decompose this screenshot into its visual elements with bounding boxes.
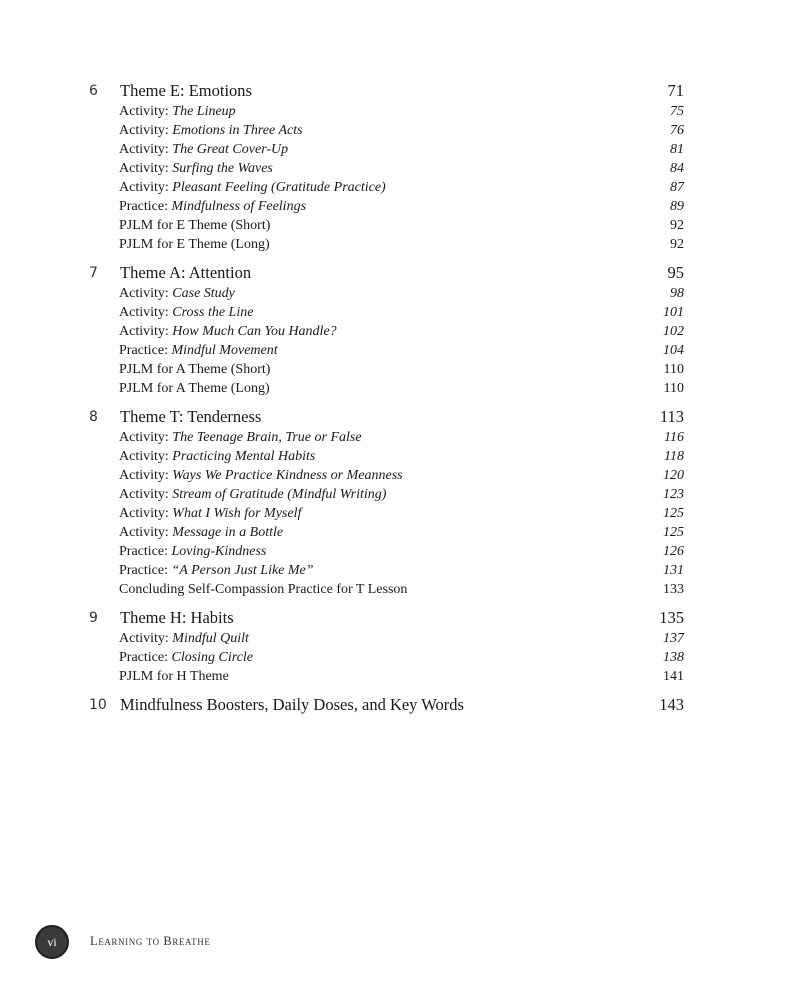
toc-entry[interactable]	[0, 216, 800, 235]
entry-label	[119, 468, 403, 484]
entry-label	[119, 525, 283, 541]
chapter-heading[interactable]	[0, 406, 800, 428]
entry-kind: PJLM for E Theme (Short)	[119, 218, 271, 233]
toc-chapter	[0, 694, 800, 716]
entry-page-number: 120	[663, 468, 684, 483]
chapter-heading[interactable]	[0, 80, 800, 102]
toc-entry[interactable]	[0, 303, 800, 322]
chapter-number: 10	[89, 697, 107, 713]
entry-label	[119, 324, 337, 340]
entry-kind: Activity:	[119, 123, 169, 138]
entry-label	[119, 650, 253, 666]
entry-page-number: 116	[664, 430, 684, 445]
table-of-contents	[0, 80, 800, 724]
chapter-title: Theme A: Attention	[120, 263, 252, 282]
toc-entry[interactable]	[0, 322, 800, 341]
entry-label	[119, 449, 315, 465]
toc-entry[interactable]	[0, 580, 800, 599]
entry-kind: Practice:	[119, 343, 168, 358]
entry-label	[119, 161, 273, 177]
entry-label	[119, 142, 288, 158]
entry-label	[119, 286, 235, 302]
entry-title: Mindful Quilt	[172, 631, 249, 646]
toc-entry[interactable]	[0, 235, 800, 254]
entry-label	[119, 669, 229, 685]
entry-title: How Much Can You Handle?	[172, 324, 337, 339]
entry-title: Surfing the Waves	[172, 161, 273, 176]
entry-kind: Practice:	[119, 544, 168, 559]
entry-page-number: 125	[663, 506, 684, 521]
entry-page-number: 76	[670, 123, 684, 138]
toc-entry[interactable]	[0, 523, 800, 542]
chapter-page-number: 71	[667, 81, 684, 100]
entry-kind: Activity:	[119, 468, 169, 483]
entry-kind: Practice:	[119, 199, 168, 214]
entry-page-number: 81	[670, 142, 684, 157]
entry-title: Closing Circle	[171, 650, 254, 665]
entry-page-number: 84	[670, 161, 684, 176]
chapter-number: 8	[89, 409, 98, 425]
toc-chapter	[0, 607, 800, 686]
entry-label	[119, 582, 407, 598]
toc-entry[interactable]	[0, 485, 800, 504]
entry-title: Cross the Line	[172, 305, 254, 320]
entry-page-number: 98	[670, 286, 684, 301]
entry-title: Mindfulness of Feelings	[171, 199, 307, 214]
entry-page-number: 126	[663, 544, 684, 559]
toc-entry[interactable]	[0, 629, 800, 648]
entry-kind: Activity:	[119, 430, 169, 445]
entry-label	[119, 381, 270, 397]
entry-label	[119, 430, 362, 446]
entry-kind: PJLM for H Theme	[119, 669, 229, 684]
entry-page-number: 75	[670, 104, 684, 119]
entry-label	[119, 362, 270, 378]
entry-page-number: 133	[663, 582, 684, 597]
chapter-title: Theme H: Habits	[120, 608, 234, 627]
toc-entry[interactable]	[0, 140, 800, 159]
toc-entry[interactable]	[0, 379, 800, 398]
entry-kind: Activity:	[119, 180, 169, 195]
entry-kind: Activity:	[119, 525, 169, 540]
entry-label	[119, 199, 306, 215]
entry-title: Stream of Gratitude (Mindful Writing)	[172, 487, 387, 502]
entry-page-number: 141	[663, 669, 684, 684]
chapter-number: 7	[89, 265, 98, 281]
running-title: Learning to Breathe	[90, 934, 211, 948]
entry-title: Practicing Mental Habits	[172, 449, 316, 464]
toc-entry[interactable]	[0, 284, 800, 303]
entry-title: The Lineup	[172, 104, 236, 119]
entry-label	[119, 544, 266, 560]
entry-page-number: 92	[670, 218, 684, 233]
entry-label	[119, 123, 303, 139]
entry-title: Mindful Movement	[171, 343, 278, 358]
entry-label	[119, 104, 236, 120]
entry-title: Emotions in Three Acts	[172, 123, 303, 138]
entry-kind: Activity:	[119, 286, 169, 301]
entry-title: What I Wish for Myself	[172, 506, 302, 521]
toc-entry[interactable]	[0, 159, 800, 178]
entry-label	[119, 180, 386, 196]
toc-chapter	[0, 262, 800, 398]
toc-entry[interactable]	[0, 466, 800, 485]
entry-kind: Activity:	[119, 324, 169, 339]
entry-label	[119, 218, 270, 234]
entry-kind: Activity:	[119, 449, 169, 464]
toc-entry[interactable]	[0, 504, 800, 523]
chapter-title: Mindfulness Boosters, Daily Doses, and Key Words	[120, 695, 464, 714]
entry-page-number: 87	[670, 180, 684, 195]
entry-label	[119, 237, 270, 253]
toc-entry[interactable]	[0, 667, 800, 686]
entry-kind: Activity:	[119, 305, 169, 320]
entry-title: Loving-Kindness	[171, 544, 267, 559]
toc-entry[interactable]	[0, 197, 800, 216]
entry-page-number: 125	[663, 525, 684, 540]
entry-kind: Practice:	[119, 650, 168, 665]
entry-kind: Activity:	[119, 161, 169, 176]
entry-title: The Teenage Brain, True or False	[172, 430, 362, 445]
entry-kind: Activity:	[119, 631, 169, 646]
entry-page-number: 138	[663, 650, 684, 665]
toc-entry[interactable]	[0, 121, 800, 140]
entry-page-number: 137	[663, 631, 684, 646]
entry-label	[119, 343, 278, 359]
chapter-page-number: 135	[659, 608, 684, 627]
entry-title: “A Person Just Like Me”	[171, 563, 314, 578]
chapter-page-number: 113	[659, 407, 684, 426]
chapter-title: Theme E: Emotions	[120, 81, 252, 100]
toc-chapter	[0, 406, 800, 599]
page-number-badge: vi	[35, 925, 69, 959]
toc-entry[interactable]	[0, 428, 800, 447]
chapter-title: Theme T: Tenderness	[120, 407, 262, 426]
entry-page-number: 101	[663, 305, 684, 320]
entry-page-number: 89	[670, 199, 684, 214]
entry-title: Case Study	[172, 286, 235, 301]
entry-kind: Activity:	[119, 104, 169, 119]
entry-label	[119, 487, 386, 503]
entry-label	[119, 563, 314, 579]
entry-kind: Activity:	[119, 142, 169, 157]
entry-kind: Activity:	[119, 487, 169, 502]
toc-entry[interactable]	[0, 447, 800, 466]
toc-entry[interactable]	[0, 561, 800, 580]
chapter-page-number: 143	[659, 695, 684, 714]
entry-kind: PJLM for A Theme (Long)	[119, 381, 270, 396]
chapter-heading[interactable]	[0, 607, 800, 629]
chapter-heading[interactable]	[0, 262, 800, 284]
entry-label	[119, 631, 249, 647]
entry-title: Message in a Bottle	[172, 525, 284, 540]
toc-entry[interactable]	[0, 341, 800, 360]
entry-label	[119, 506, 301, 522]
entry-title: Pleasant Feeling (Gratitude Practice)	[172, 180, 386, 195]
entry-kind: Concluding Self-Compassion Practice for T Lesson	[119, 582, 408, 597]
entry-page-number: 92	[670, 237, 684, 252]
toc-entry[interactable]	[0, 542, 800, 561]
toc-entry[interactable]	[0, 360, 800, 379]
entry-kind: Practice:	[119, 563, 168, 578]
entry-page-number: 102	[663, 324, 684, 339]
entry-page-number: 104	[663, 343, 684, 358]
entry-page-number: 118	[664, 449, 684, 464]
entry-page-number: 123	[663, 487, 684, 502]
chapter-heading[interactable]	[0, 694, 800, 716]
chapter-number: 6	[89, 83, 98, 99]
entry-page-number: 131	[663, 563, 684, 578]
entry-page-number: 110	[663, 381, 684, 396]
toc-entry[interactable]	[0, 648, 800, 667]
entry-label	[119, 305, 253, 321]
entry-title: Ways We Practice Kindness or Meanness	[172, 468, 403, 483]
entry-kind: Activity:	[119, 506, 169, 521]
entry-kind: PJLM for A Theme (Short)	[119, 362, 271, 377]
toc-entry[interactable]	[0, 178, 800, 197]
toc-entry[interactable]	[0, 102, 800, 121]
entry-kind: PJLM for E Theme (Long)	[119, 237, 270, 252]
entry-title: The Great Cover-Up	[172, 142, 289, 157]
chapter-number: 9	[89, 610, 98, 626]
toc-chapter	[0, 80, 800, 254]
chapter-page-number: 95	[667, 263, 684, 282]
entry-page-number: 110	[663, 362, 684, 377]
